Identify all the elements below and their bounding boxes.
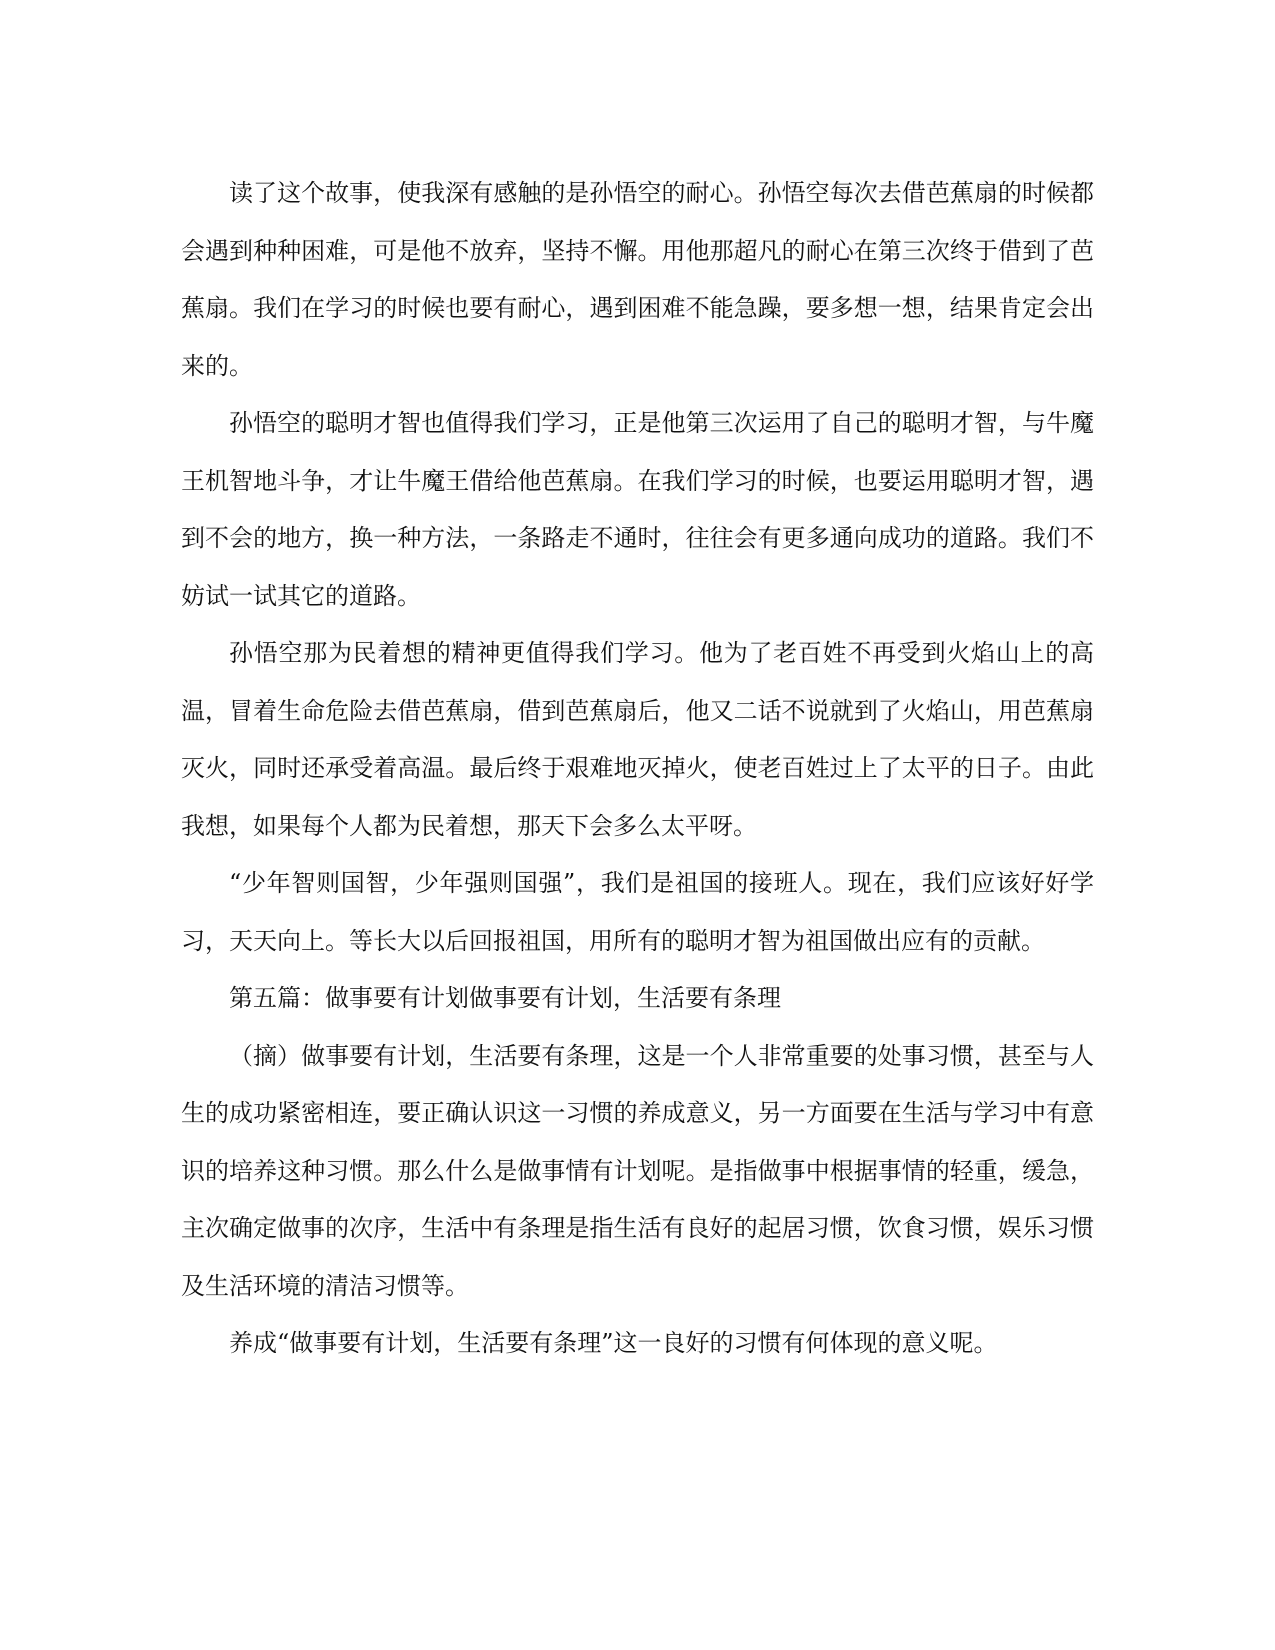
paragraph-planning: （摘）做事要有计划，生活要有条理，这是一个人非常重要的处事习惯，甚至与人生的成功紧密相连，要正确认识这一习惯的养成意义，另一方面要在生活与学习中有意识的培养这种习惯。那么什么是做事情有计划呢。是指做事中根据事情的轻重，缓急，主次确定做事的次序，生活中有条理是指生活有良好的起居习惯，饮食习惯，娱乐习惯及生活环境的清洁习惯等。	[181, 1041, 1094, 1300]
paragraph-wisdom: 孙悟空的聪明才智也值得我们学习，正是他第三次运用了自己的聪明才智，与牛魔王机智地斗争，才让牛魔王借给他芭蕉扇。在我们学习的时候，也要运用聪明才智，遇到不会的地方，换一种方法，一条路走不通时，往往会有更多通向成功的道路。我们不妨试一试其它的道路。	[181, 409, 1094, 610]
paragraph-youth: “少年智则国智，少年强则国强”，我们是祖国的接班人。现在，我们应该好好学习，天天向上。等长大以后回报祖国，用所有的聪明才智为祖国做出应有的贡献。	[181, 869, 1094, 955]
paragraph-meaning: 养成“做事要有计划，生活要有条理”这一良好的习惯有何体现的意义呢。	[229, 1329, 998, 1357]
document-body	[181, 165, 1094, 1373]
section-heading: 第五篇：做事要有计划做事要有计划，生活要有条理	[229, 984, 781, 1012]
paragraph-spirit: 孙悟空那为民着想的精神更值得我们学习。他为了老百姓不再受到火焰山上的高温，冒着生命危险去借芭蕉扇，借到芭蕉扇后，他又二话不说就到了火焰山，用芭蕉扇灭火，同时还承受着高温。最后终于艰难地灭掉火，使老百姓过上了太平的日子。由此我想，如果每个人都为民着想，那天下会多么太平呀。	[181, 639, 1094, 840]
paragraph-patience: 读了这个故事，使我深有感触的是孙悟空的耐心。孙悟空每次去借芭蕉扇的时候都会遇到种种困难，可是他不放弃，坚持不懈。用他那超凡的耐心在第三次终于借到了芭蕉扇。我们在学习的时候也要有耐心，遇到困难不能急躁，要多想一想，结果肯定会出来的。	[181, 179, 1094, 380]
